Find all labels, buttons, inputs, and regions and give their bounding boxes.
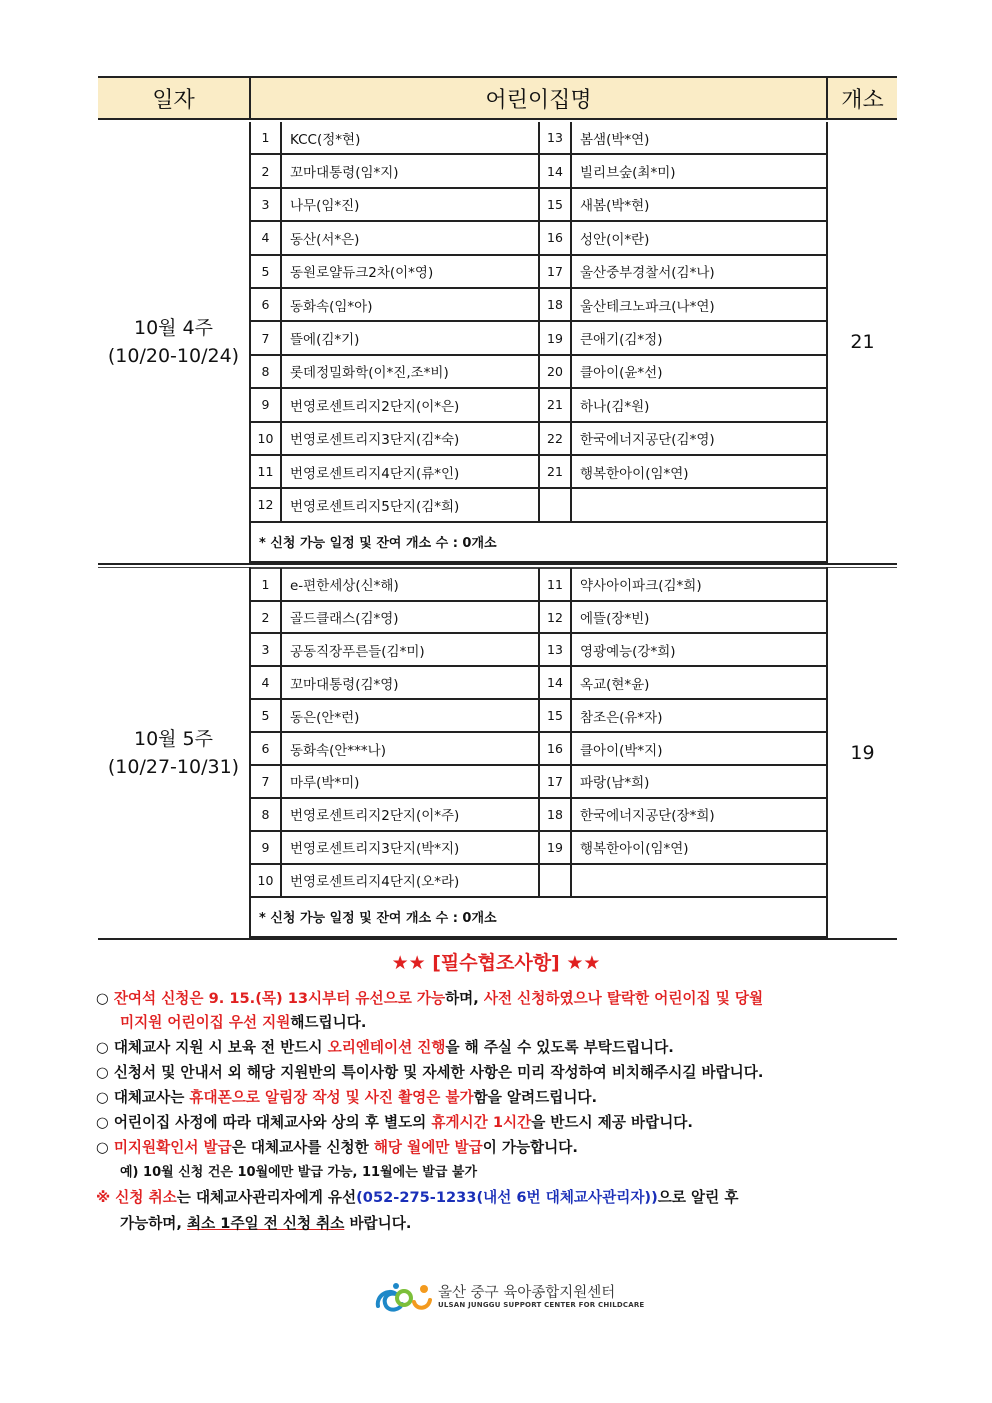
entry-number: 5 [251, 699, 281, 732]
table-row [251, 765, 828, 798]
entry-number: 20 [539, 355, 571, 388]
remaining-slots-note-row [251, 522, 828, 562]
daycare-name: 영광예능(강*희) [571, 633, 828, 666]
table-row [251, 732, 828, 765]
daycare-name: 클아이(박*지) [571, 732, 828, 765]
entry-number: 16 [539, 732, 571, 765]
daycare-name: 번영로센트리지2단지(이*은) [281, 388, 539, 421]
entry-number: 1 [251, 122, 281, 154]
entry-number: 22 [539, 422, 571, 455]
daycare-name: 울산중부경찰서(김*나) [571, 255, 828, 288]
entry-number: 8 [251, 798, 281, 831]
entry-number: 21 [539, 455, 571, 488]
week-4-date [98, 122, 250, 564]
bullet: ○ [96, 1139, 109, 1156]
entry-number: 1 [251, 568, 281, 600]
center-logo-icon [374, 1280, 434, 1316]
daycare-name: 골드클래스(김*영) [281, 601, 539, 634]
daycare-name: 옥교(현*윤) [571, 666, 828, 699]
table-row [251, 188, 828, 221]
entry-number: 11 [251, 455, 281, 488]
entry-number: 12 [539, 601, 571, 634]
week-5-row [98, 567, 897, 938]
daycare-name: 나무(임*진) [281, 188, 539, 221]
entry-number: 5 [251, 255, 281, 288]
week-4-row [98, 122, 897, 564]
table-row [251, 488, 828, 521]
bullet: ○ [96, 1064, 109, 1081]
daycare-name: 동산(서*은) [281, 221, 539, 254]
entry-number: 13 [539, 122, 571, 154]
table-row [251, 568, 828, 600]
entry-number: 9 [251, 388, 281, 421]
table-row [251, 321, 828, 354]
header-daycare-name: 어린이집명 [250, 77, 827, 119]
entry-number: 10 [251, 422, 281, 455]
table-row [251, 699, 828, 732]
entry-number: 13 [539, 633, 571, 666]
week-4-count: 21 [827, 122, 897, 564]
entry-number: 18 [539, 798, 571, 831]
notice-line-7-cont: 가능하며, 최소 1주일 전 신청 취소 바랍니다. [120, 1215, 412, 1232]
daycare-name: 큰애기(김*정) [571, 321, 828, 354]
entry-number: 16 [539, 221, 571, 254]
entry-number: 9 [251, 831, 281, 864]
center-logo [374, 1280, 645, 1316]
table-row [251, 864, 828, 897]
daycare-name: 성안(이*란) [571, 221, 828, 254]
entry-number [539, 864, 571, 897]
table-row [251, 666, 828, 699]
bullet: ○ [96, 1039, 109, 1056]
table-row [251, 388, 828, 421]
table-row [251, 455, 828, 488]
notice-line-7: ※ 신청 취소는 대체교사관리자에게 유선(052-275-1233(내선 6번 대체교사관리자))으로 알린 후 [96, 1189, 739, 1206]
header-count: 개소 [827, 77, 897, 119]
daycare-name: 꼬마대통령(임*지) [281, 154, 539, 187]
notice-example: 예) 10월 신청 건은 10월에만 발급 가능, 11월에는 발급 불가 [120, 1165, 478, 1180]
entry-number: 18 [539, 288, 571, 321]
table-row [251, 601, 828, 634]
table-row [251, 798, 828, 831]
table-row [251, 122, 828, 154]
daycare-name: 공동직장푸른들(김*미) [281, 633, 539, 666]
entry-number: 7 [251, 765, 281, 798]
table-row [251, 633, 828, 666]
entry-number: 14 [539, 154, 571, 187]
remaining-slots-note-row [251, 897, 828, 937]
daycare-name: 참조은(유*자) [571, 699, 828, 732]
remaining-slots-note: * 신청 가능 일정 및 잔여 개소 수 : 0개소 [251, 522, 828, 562]
notice-line-2: ○ 대체교사 지원 시 보육 전 반드시 오리엔테이션 진행을 해 주실 수 있도록 부탁드립니다. [96, 1039, 674, 1056]
schedule-table [98, 76, 897, 940]
daycare-name [571, 864, 828, 897]
header-date: 일자 [98, 77, 250, 119]
entry-number: 15 [539, 699, 571, 732]
daycare-name: 한국에너지공단(장*희) [571, 798, 828, 831]
daycare-name: 봄샘(박*연) [571, 122, 828, 154]
entry-number: 15 [539, 188, 571, 221]
daycare-name: 약사아이파크(김*희) [571, 568, 828, 600]
daycare-name: 행복한아이(임*연) [571, 831, 828, 864]
notice-line-3: ○ 신청서 및 안내서 외 해당 지원반의 특이사항 및 자세한 사항은 미리 작성하여 비치해주시길 바랍니다. [96, 1064, 764, 1081]
bullet: ○ [96, 990, 109, 1007]
daycare-name: 꼬마대통령(김*영) [281, 666, 539, 699]
table-row [251, 831, 828, 864]
daycare-list [251, 122, 828, 563]
daycare-name: 행복한아이(임*연) [571, 455, 828, 488]
entry-number: 7 [251, 321, 281, 354]
daycare-name: 마루(박*미) [281, 765, 539, 798]
entry-number: 17 [539, 255, 571, 288]
week-range: (10/20-10/24) [107, 345, 240, 368]
daycare-name [571, 488, 828, 521]
daycare-name: 동은(안*런) [281, 699, 539, 732]
table-row [251, 355, 828, 388]
entry-number: 21 [539, 388, 571, 421]
entry-number: 3 [251, 633, 281, 666]
notice-line-1-cont: 미지원 어린이집 우선 지원해드립니다. [120, 1014, 367, 1031]
entry-number: 19 [539, 831, 571, 864]
notice-line-5: ○ 어린이집 사정에 따라 대체교사와 상의 후 별도의 휴게시간 1시간을 반드시 제공 바랍니다. [96, 1114, 693, 1131]
bullet: ○ [96, 1114, 109, 1131]
center-name: 울산 중구 육아종합지원센터 [438, 1285, 616, 1301]
reference-mark: ※ [96, 1189, 111, 1206]
entry-number: 12 [251, 488, 281, 521]
week-range: (10/27-10/31) [107, 755, 240, 778]
daycare-name: 롯데정밀화학(이*진,조*비) [281, 355, 539, 388]
bullet: ○ [96, 1089, 109, 1106]
entry-number: 3 [251, 188, 281, 221]
remaining-slots-note: * 신청 가능 일정 및 잔여 개소 수 : 0개소 [251, 897, 828, 937]
week-5-list [250, 567, 827, 938]
daycare-name: 새봄(박*현) [571, 188, 828, 221]
daycare-list [251, 568, 828, 938]
table-row [251, 288, 828, 321]
daycare-name: 번영로센트리지5단지(김*희) [281, 488, 539, 521]
daycare-name: 번영로센트리지3단지(박*지) [281, 831, 539, 864]
entry-number: 6 [251, 288, 281, 321]
daycare-name: KCC(정*현) [281, 122, 539, 154]
daycare-name: 파랑(남*희) [571, 765, 828, 798]
daycare-name: 에뜰(장*빈) [571, 601, 828, 634]
table-row [251, 221, 828, 254]
entry-number: 11 [539, 568, 571, 600]
entry-number: 4 [251, 221, 281, 254]
entry-number: 2 [251, 154, 281, 187]
table-header-row [98, 77, 897, 119]
entry-number: 6 [251, 732, 281, 765]
daycare-name: 하나(김*원) [571, 388, 828, 421]
entry-number: 4 [251, 666, 281, 699]
week-label: 10월 4주 [133, 317, 213, 340]
daycare-name: e-편한세상(신*해) [281, 568, 539, 600]
entry-number: 14 [539, 666, 571, 699]
notice-line-1: ○ 잔여석 신청은 9. 15.(목) 13시부터 유선으로 가능하며, 사전 신청하였으나 탈락한 어린이집 및 당월 [96, 990, 764, 1007]
entry-number [539, 488, 571, 521]
entry-number: 17 [539, 765, 571, 798]
table-row [251, 255, 828, 288]
notice-line-4: ○ 대체교사는 휴대폰으로 알림장 작성 및 사진 촬영은 불가함을 알려드립니다. [96, 1089, 598, 1106]
week-label: 10월 5주 [133, 727, 213, 750]
daycare-name: 빌리브숲(최*미) [571, 154, 828, 187]
daycare-name: 번영로센트리지2단지(이*주) [281, 798, 539, 831]
entry-number: 2 [251, 601, 281, 634]
table-row [251, 422, 828, 455]
daycare-name: 번영로센트리지3단지(김*숙) [281, 422, 539, 455]
daycare-name: 번영로센트리지4단지(류*인) [281, 455, 539, 488]
week-5-date [98, 567, 250, 938]
entry-number: 10 [251, 864, 281, 897]
daycare-name: 한국에너지공단(김*영) [571, 422, 828, 455]
daycare-name: 클아이(윤*선) [571, 355, 828, 388]
notice-title: ★★ [필수협조사항] ★★ [391, 952, 601, 974]
entry-number: 8 [251, 355, 281, 388]
entry-number: 19 [539, 321, 571, 354]
center-name-english: ULSAN JUNGGU SUPPORT CENTER FOR CHILDCARE [438, 1301, 645, 1309]
daycare-name: 울산테크노파크(나*연) [571, 288, 828, 321]
daycare-name: 동원로얄듀크2차(이*영) [281, 255, 539, 288]
notice-line-6: ○ 미지원확인서 발급은 대체교사를 신청한 해당 월에만 발급이 가능합니다. [96, 1139, 578, 1156]
week-4-list [250, 122, 827, 564]
daycare-name: 뜰에(김*기) [281, 321, 539, 354]
daycare-name: 동화속(임*아) [281, 288, 539, 321]
week-5-count: 19 [827, 567, 897, 938]
table-row [251, 154, 828, 187]
daycare-name: 동화속(안***나) [281, 732, 539, 765]
daycare-name: 번영로센트리지4단지(오*라) [281, 864, 539, 897]
